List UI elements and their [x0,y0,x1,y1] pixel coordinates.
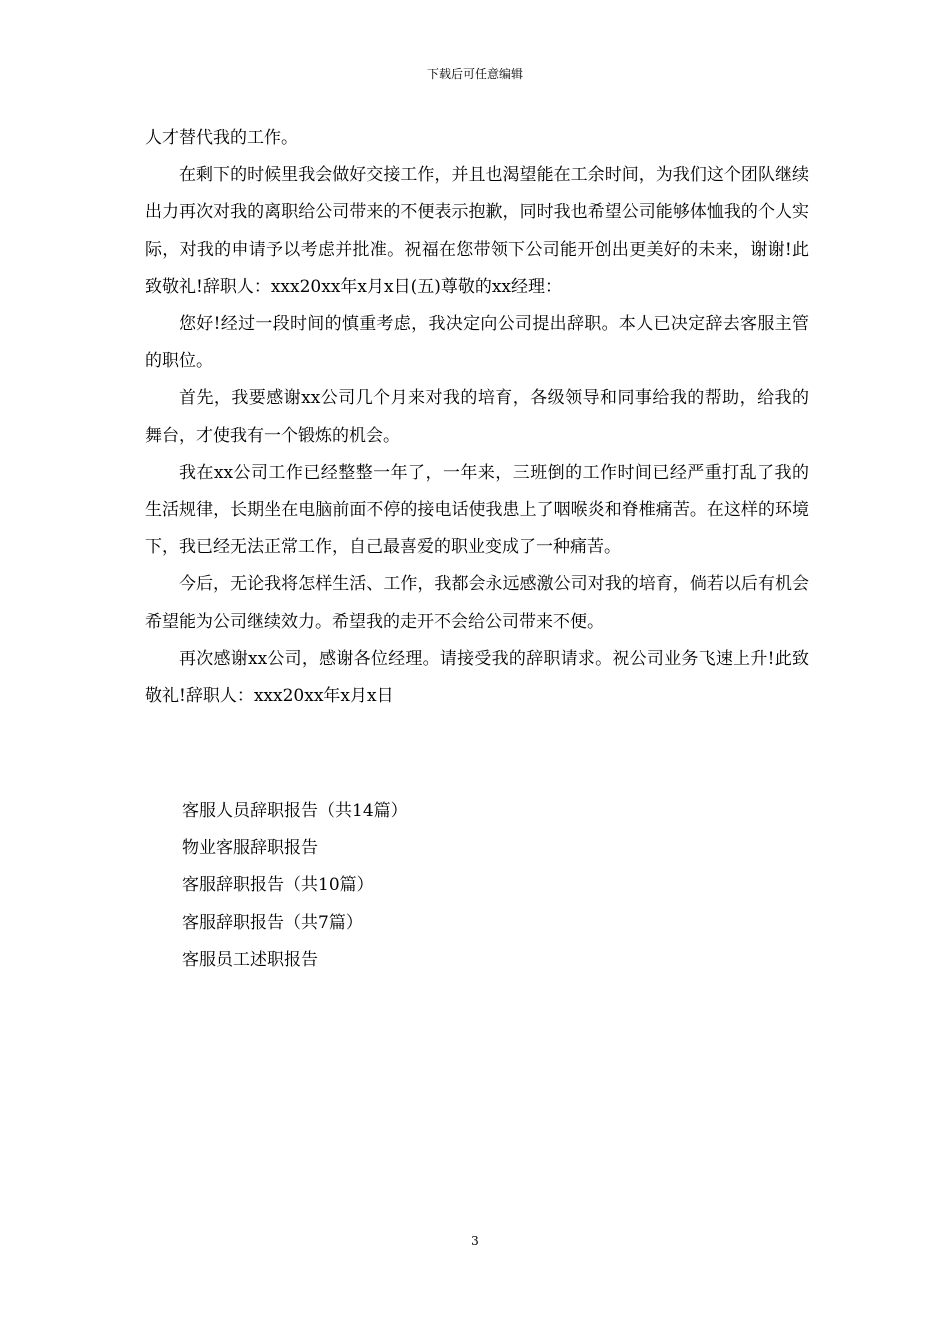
paragraph-future: 今后，无论我将怎样生活、工作，我都会永远感激公司对我的培育，倘若以后有机会希望能为公司继续效力。希望我的走开不会给公司带来不便。 [145,574,809,632]
related-document-link[interactable]: 物业客服辞职报告 [182,838,318,859]
paragraph-reason: 我在xx公司工作已经整整一年了，一年来，三班倒的工作时间已经严重打乱了我的生活规律，长期坐在电脑前面不停的接电话使我患上了咽喉炎和脊椎痛苦。在这样的环境下，我已经无法正常工作，自己最喜爱的职业变成了一种痛苦。 [145,462,809,558]
document-body [145,120,809,715]
paragraph-greeting: 您好!经过一段时间的慎重考虑，我决定向公司提出辞职。本人已决定辞去客服主管的职位。 [145,314,809,372]
paragraph-handover: 在剩下的时候里我会做好交接工作，并且也渴望能在工余时间，为我们这个团队继续出力再次对我的离职给公司带来的不便表示抱歉，同时我也希望公司能够体恤我的个人实际，对我的申请予以考虑并批准。祝福在您带领下公司能开创出更美好的未来，谢谢!此致敬礼!辞职人：xxx20xx年x月x日(五)尊敬的xx经理： [145,165,809,297]
paragraph-thanks: 首先，我要感谢xx公司几个月来对我的培育，各级领导和同事给我的帮助，给我的舞台，才使我有一个锻炼的机会。 [145,388,809,446]
related-documents-list [145,793,809,979]
related-document-link[interactable]: 客服辞职报告（共7篇） [182,912,363,933]
related-document-link[interactable]: 客服员工述职报告 [182,949,318,970]
related-document-link[interactable]: 客服辞职报告（共10篇） [182,875,374,896]
paragraph-continuation: 人才替代我的工作。 [145,128,298,148]
related-document-link[interactable]: 客服人员辞职报告（共14篇） [182,801,408,821]
page-number: 3 [471,1234,479,1248]
page-header: 下载后可任意编辑 [426,67,523,81]
paragraph-closing: 再次感谢xx公司，感谢各位经理。请接受我的辞职请求。祝公司业务飞速上升!此致敬礼!辞职人：xxx20xx年x月x日 [145,648,809,707]
